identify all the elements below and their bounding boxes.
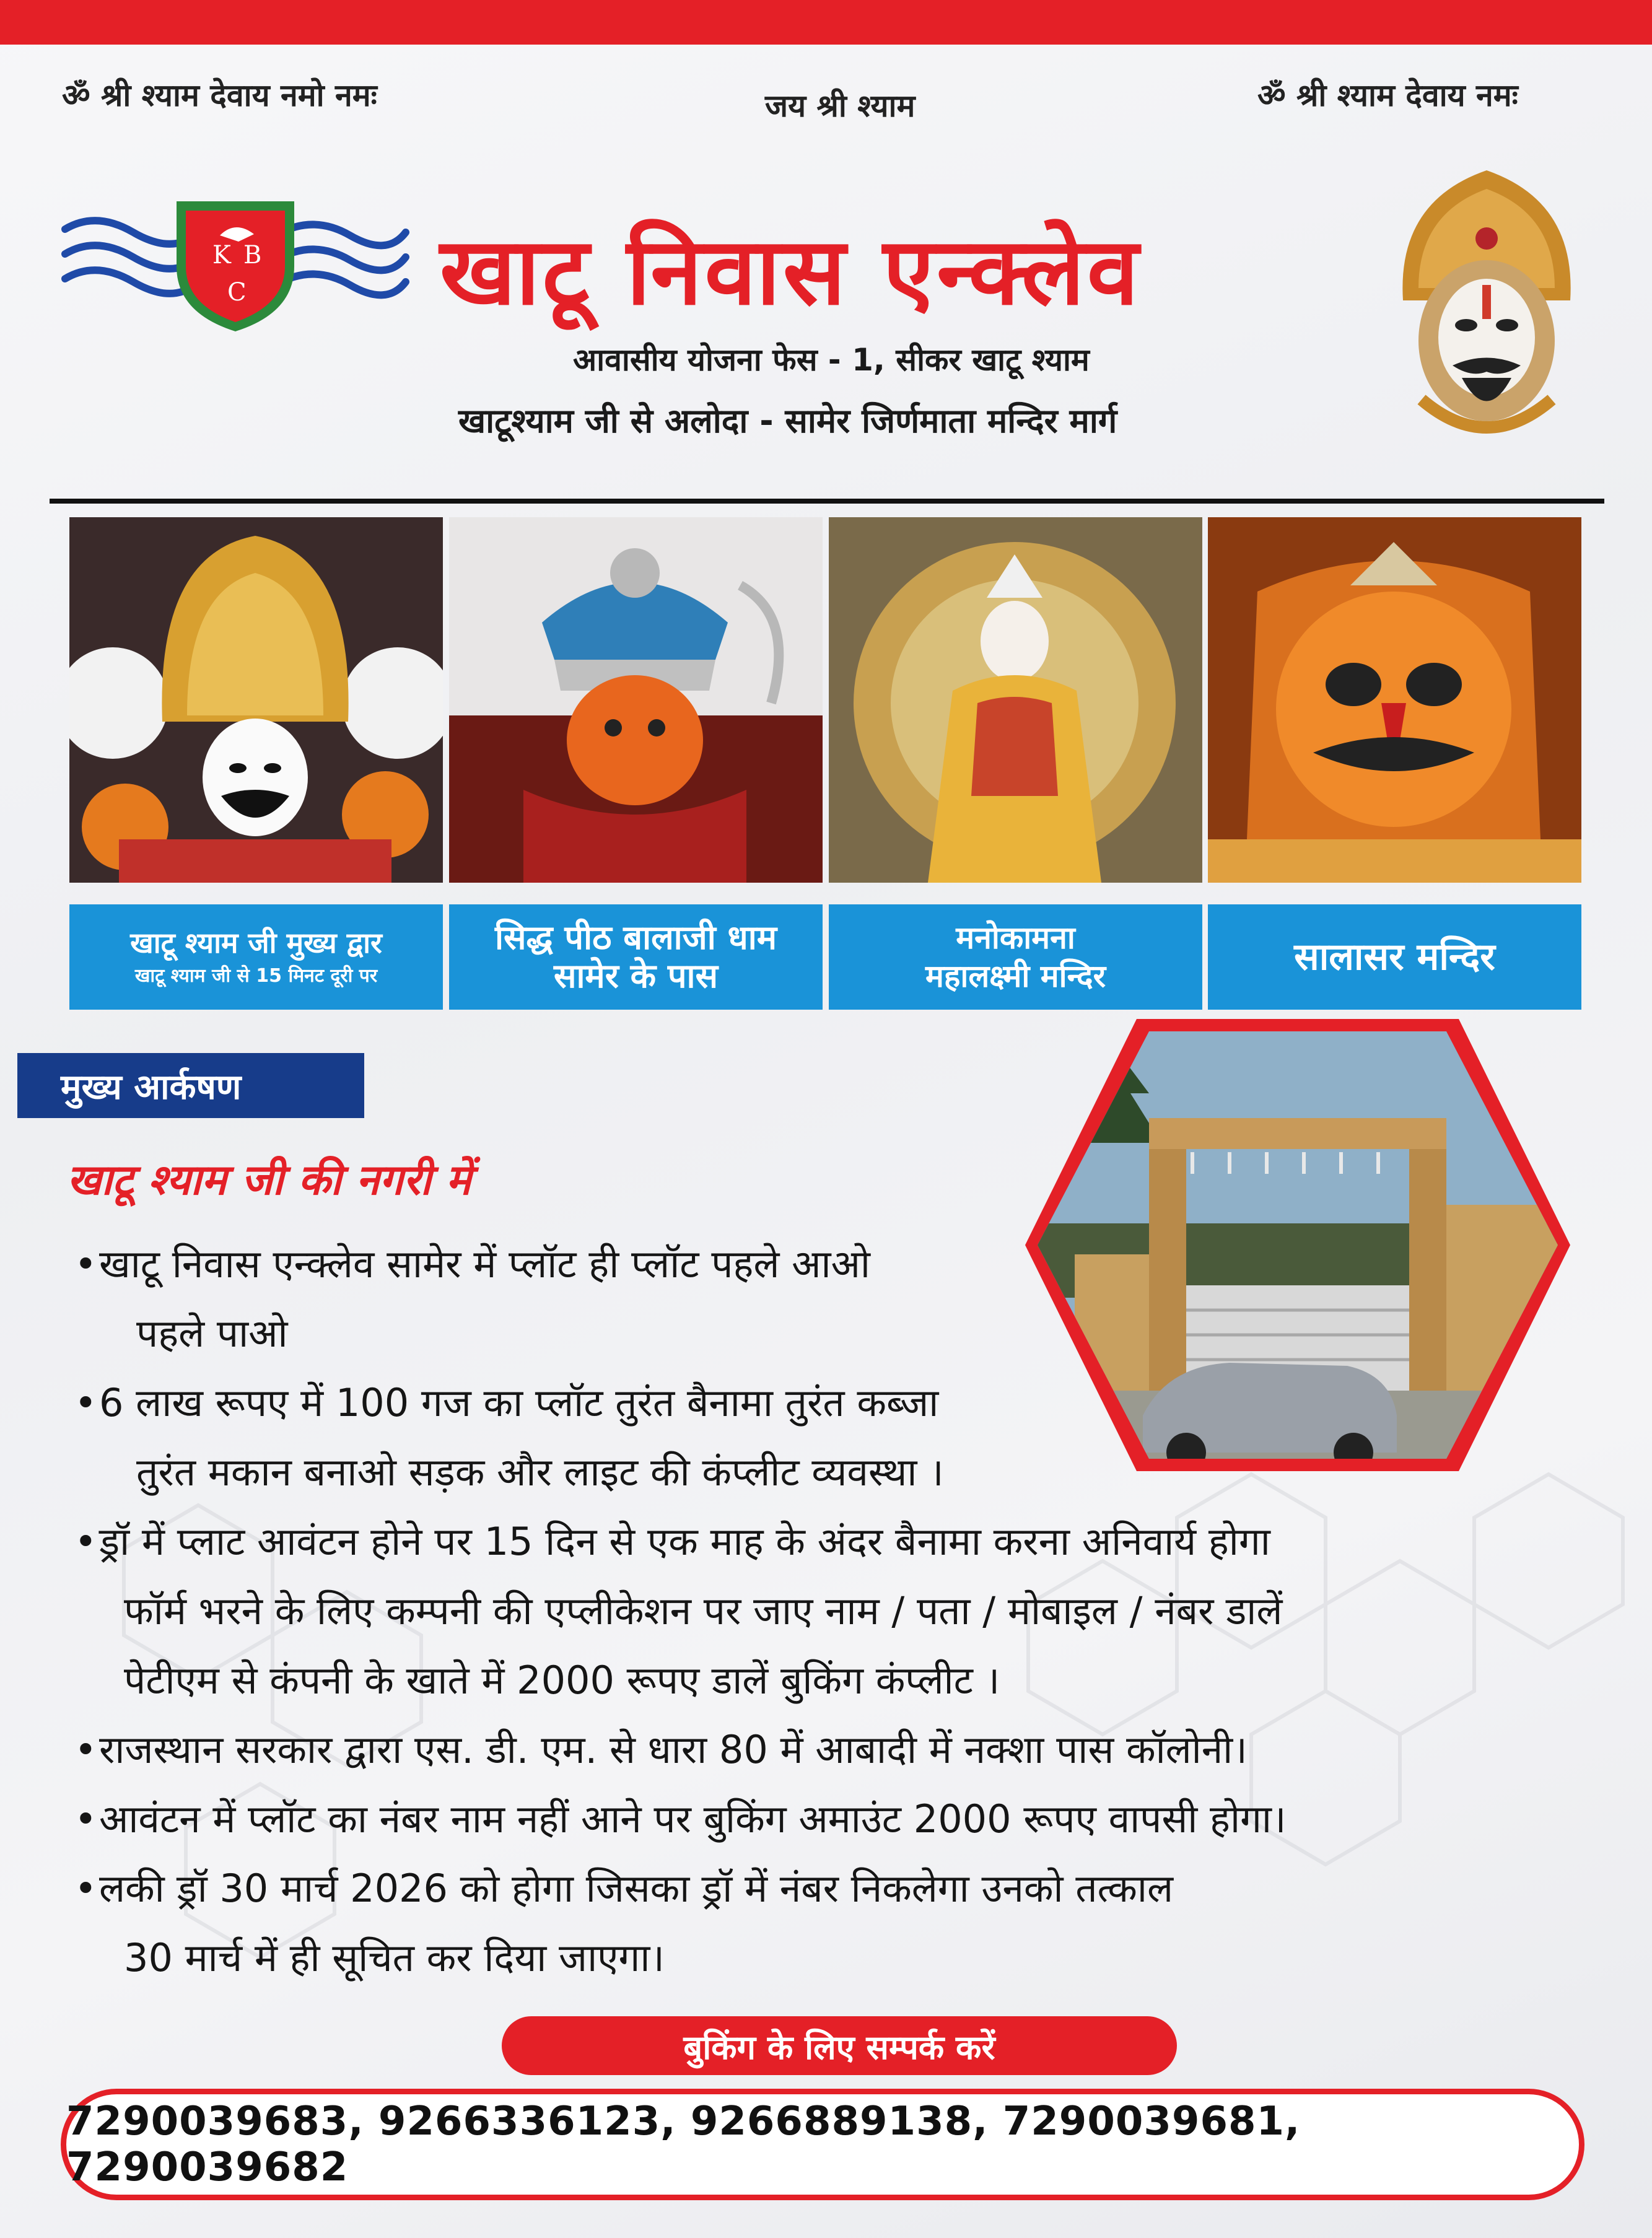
project-subtitle-route: खाटूश्याम जी से अलोदा - सामेर जिर्णमाता मन्दिर मार्ग (458, 401, 1117, 440)
temple-caption-mahalakshmi-line1: मनोकामना (956, 920, 1075, 956)
temple-caption-balaji-title: सिद्ध पीठ बालाजी धाम (494, 918, 777, 957)
bullet-line: पेटीएम से कंपनी के खाते में 2000 रूपए डालें बुकिंग कंप्लीट । (124, 1658, 1000, 1703)
temple-caption-salasar (1208, 904, 1581, 1010)
temple-caption-khatu (69, 904, 443, 1010)
header-right-mantra: ॐ श्री श्याम देवाय नमः (1257, 77, 1518, 113)
shyam-deity-image (1391, 164, 1583, 455)
header-center-text: जय श्री श्याम (765, 88, 916, 124)
temple-caption-khatu-distance: खाटू श्याम जी से 15 मिनट दूरी पर (134, 965, 378, 987)
bullet-dot-icon: • (74, 1866, 97, 1911)
header-left-mantra: ॐ श्री श्याम देवाय नमो नमः (62, 77, 377, 113)
bullet-line: 6 लाख रूपए में 100 गज का प्लॉट तुरंत बैनामा तुरंत कब्जा (99, 1380, 939, 1425)
temple-caption-salasar-title: सालासर मन्दिर (1294, 935, 1495, 979)
temple-caption-balaji-location: सामेर के पास (553, 956, 719, 995)
header-divider (50, 499, 1604, 504)
phone-numbers[interactable]: 7290039683, 9266336123, 9266889138, 7290039681, 7290039682 (61, 2089, 1584, 2200)
bullet-item (74, 1507, 1287, 1715)
logo-letter-b: B (243, 241, 262, 269)
bullet-line: 30 मार्च में ही सूचित कर दिया जाएगा। (124, 1935, 665, 1980)
booking-contact-label: बुकिंग के लिए सम्पर्क करें (502, 2016, 1177, 2075)
bullet-line: लकी ड्रॉ 30 मार्च 2026 को होगा जिसका ड्रॉ में नंबर निकलेगा उनको तत्काल (99, 1866, 1173, 1911)
temple-image-khatu (69, 517, 443, 883)
bullet-item (74, 1715, 1287, 1785)
bullet-line: फॉर्म भरने के लिए कम्पनी की एप्लीकेशन पर जाए नाम / पता / मोबाइल / नंबर डालें (124, 1588, 1283, 1633)
feature-bullet-list (74, 1230, 1287, 1993)
project-subtitle-phase: आवासीय योजना फेस - 1, सीकर खाटू श्याम (573, 342, 1090, 378)
bullet-line: पहले पाओ (136, 1311, 288, 1356)
logo-letter-c: C (227, 278, 247, 307)
bullet-dot-icon: • (74, 1380, 97, 1425)
temple-image-balaji (449, 517, 823, 883)
temple-caption-mahalakshmi (829, 904, 1202, 1010)
bullet-item (74, 1230, 1287, 1368)
bullet-line: ड्रॉ में प्लाट आवंटन होने पर 15 दिन से एक माह के अंदर बैनामा करना अनिवार्य होगा (99, 1519, 1270, 1564)
bullet-item (74, 1785, 1287, 1854)
bullet-line: राजस्थान सरकार द्वारा एस. डी. एम. से धारा 80 में आबादी में नक्शा पास कॉलोनी। (99, 1727, 1248, 1772)
logo-letter-k: K (212, 241, 231, 269)
bullet-item (74, 1368, 1287, 1507)
temple-caption-khatu-title: खाटू श्याम जी मुख्य द्वार (130, 926, 382, 959)
temple-image-mahalakshmi (829, 517, 1202, 883)
section-tag-main-attraction: मुख्य आर्कषण (17, 1053, 364, 1118)
bullet-line: आवंटन में प्लॉट का नंबर नाम नहीं आने पर बुकिंग अमाउंट 2000 रूपए वापसी होगा। (99, 1796, 1287, 1842)
bullet-item (74, 1854, 1287, 1993)
temple-caption-balaji (449, 904, 823, 1010)
bullet-line: तुरंत मकान बनाओ सड़क और लाइट की कंप्लीट व्यवस्था । (136, 1449, 944, 1495)
temple-caption-mahalakshmi-line2: महालक्ष्मी मन्दिर (925, 958, 1106, 994)
project-title: खाटू निवास एन्क्लेव (440, 218, 1142, 326)
tagline: खाटू श्याम जी की नगरी में (67, 1156, 471, 1205)
temple-image-salasar (1208, 517, 1581, 883)
bullet-dot-icon: • (74, 1727, 97, 1772)
bullet-dot-icon: • (74, 1796, 97, 1842)
top-red-bar (0, 0, 1652, 45)
bullet-line: खाटू निवास एन्क्लेव सामेर में प्लॉट ही प्लॉट पहले आओ (99, 1241, 870, 1287)
bullet-dot-icon: • (74, 1241, 97, 1287)
kbc-logo (59, 186, 412, 334)
bullet-dot-icon: • (74, 1519, 97, 1564)
